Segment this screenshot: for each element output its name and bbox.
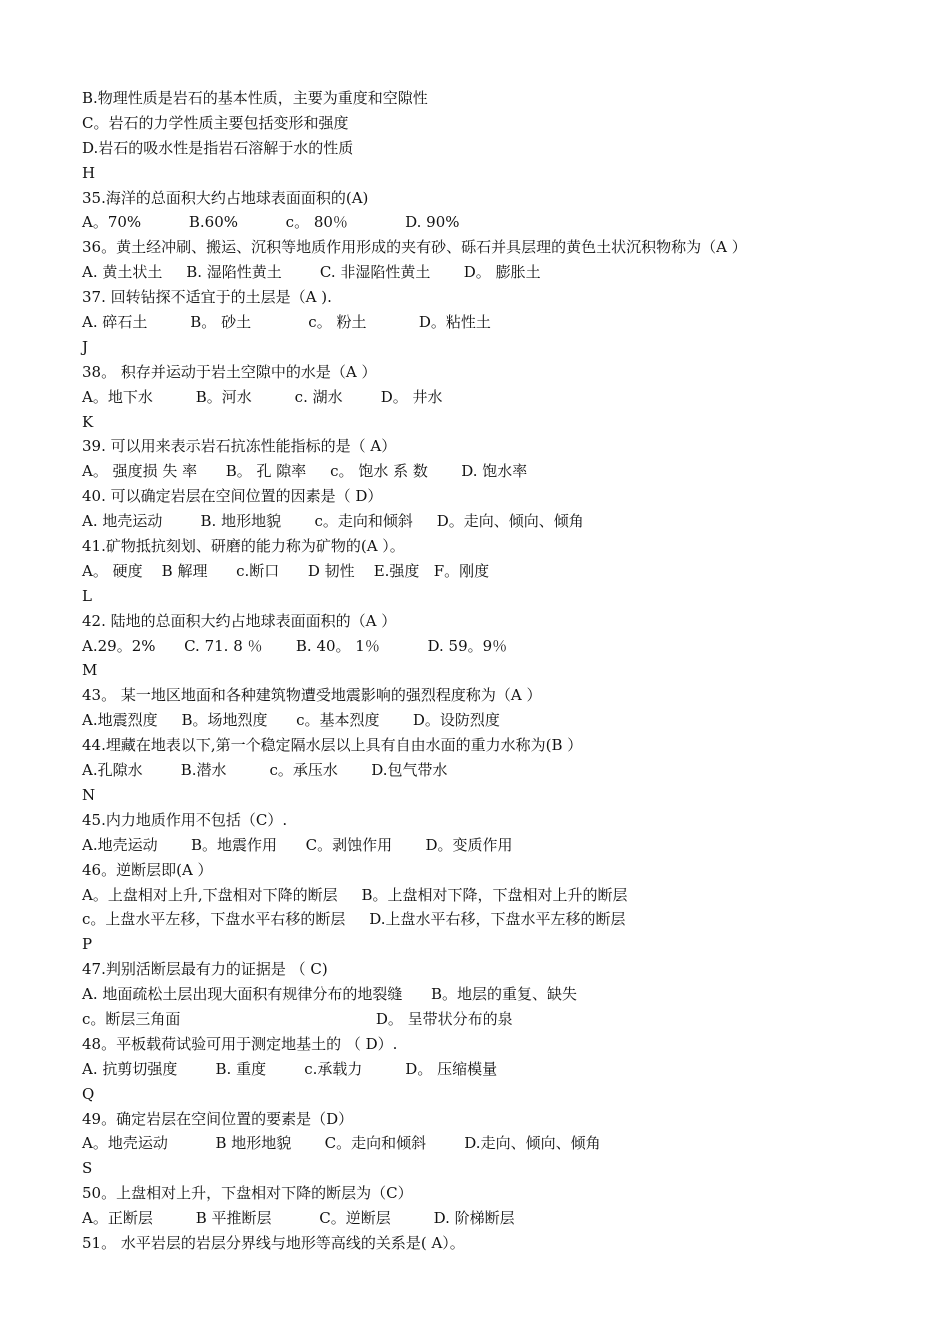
text-line: 43。 某一地区地面和各种建筑物遭受地震影响的强烈程度称为（A ） xyxy=(82,686,542,705)
text-line: 44.埋藏在地表以下,第一个稳定隔水层以上具有自由水面的重力水称为(B ） xyxy=(82,736,583,755)
text-line: L xyxy=(82,586,92,605)
text-line: 49。确定岩层在空间位置的要素是（D） xyxy=(82,1109,354,1128)
text-line: c。上盘水平左移，下盘水平右移的断层 D.上盘水平右移，下盘水平左移的断层 xyxy=(82,910,626,929)
text-line: A。地下水 B。河水 c. 湖水 D。 井水 xyxy=(82,387,443,406)
text-line: 50。上盘相对上升，下盘相对下降的断层为（C） xyxy=(82,1184,413,1203)
text-line: S xyxy=(82,1159,93,1178)
text-line: Q xyxy=(82,1084,95,1103)
text-line: 35.海洋的总面积大约占地球表面面积的(A) xyxy=(82,188,369,207)
text-line: B.物理性质是岩石的基本性质，主要为重度和空隙性 xyxy=(82,89,428,107)
text-line: J xyxy=(82,337,89,356)
text-line: A. 抗剪切强度 B. 重度 c.承载力 D。 压缩模量 xyxy=(82,1059,498,1078)
text-line: A. 地壳运动 B. 地形地貌 c。走向和倾斜 D。走向、倾向、倾角 xyxy=(82,512,584,531)
text-line: c。断层三角面 D。 呈带状分布的泉 xyxy=(82,1009,513,1028)
text-line: A. 地面疏松土层出现大面积有规律分布的地裂缝 B。地层的重复、缺失 xyxy=(82,985,578,1004)
text-line: A.地壳运动 B。地震作用 C。剥蚀作用 D。变质作用 xyxy=(82,835,513,854)
text-line: A. 碎石土 B。 砂土 c。 粉土 D。粘性土 xyxy=(82,313,491,332)
text-line: A。上盘相对上升,下盘相对下降的断层 B。上盘相对下降，下盘相对上升的断层 xyxy=(82,885,628,904)
text-line: A。正断层 B 平推断层 C。逆断层 D. 阶梯断层 xyxy=(82,1209,515,1228)
text-line: H xyxy=(82,163,96,182)
text-line: 37. 回转钻探不适宜于的土层是（A ). xyxy=(82,288,332,307)
text-line: A.地震烈度 B。场地烈度 c。基本烈度 D。设防烈度 xyxy=(82,711,500,730)
text-line: 42. 陆地的总面积大约占地球表面面积的（A ） xyxy=(82,611,397,630)
text-line: A. 黄土状土 B. 湿陷性黄土 C. 非湿陷性黄土 D。 膨胀土 xyxy=(82,263,541,282)
text-line: A.孔隙水 B.潜水 c。承压水 D.包气带水 xyxy=(82,761,448,780)
text-line: A。 强度损 失 率 B。 孔 隙率 c。 饱水 系 数 D. 饱水率 xyxy=(82,462,528,481)
text-line: P xyxy=(82,935,93,954)
text-line: 47.判别活断层最有力的证据是 （ C) xyxy=(82,960,328,979)
text-line: A。地壳运动 B 地形地貌 C。走向和倾斜 D.走向、倾向、倾角 xyxy=(82,1134,601,1153)
text-line: M xyxy=(82,661,98,680)
text-line: 38。 积存并运动于岩土空隙中的水是（A ） xyxy=(82,362,377,381)
text-line: 40. 可以确定岩层在空间位置的因素是（ D） xyxy=(82,487,383,506)
text-line: 46。逆断层即(A ） xyxy=(82,860,213,879)
text-line: 48。平板载荷试验可用于测定地基土的 （ D）. xyxy=(82,1034,398,1053)
text-line: C。岩石的力学性质主要包括变形和强度 xyxy=(82,113,349,132)
text-line: 45.内力地质作用不包括（C）. xyxy=(82,810,288,829)
text-line: A。70% B.60% c。 80％ D. 90% xyxy=(82,213,460,232)
text-line: 39. 可以用来表示岩石抗冻性能指标的是（ A） xyxy=(82,437,397,456)
text-line: A.29。2% C. 71. 8 ％ B. 40。 1％ D. 59。9％ xyxy=(82,636,508,655)
text-line: N xyxy=(82,785,96,804)
text-line: 51。 水平岩层的岩层分界线与地形等高线的关系是( A）。 xyxy=(82,1233,465,1252)
document-body xyxy=(82,86,902,1256)
text-line: D.岩石的吸水性是指岩石溶解于水的性质 xyxy=(82,138,354,157)
text-line: A。 硬度 B 解理 c.断口 D 韧性 E.强度 F。刚度 xyxy=(82,561,490,580)
text-line: 36。黄土经冲刷、搬运、沉积等地质作用形成的夹有砂、砾石并具层理的黄色土状沉积物称为（A ） xyxy=(82,238,747,257)
text-line: 41.矿物抵抗刻划、研磨的能力称为矿物的(A ）。 xyxy=(82,537,405,556)
text-line: K xyxy=(82,412,94,431)
